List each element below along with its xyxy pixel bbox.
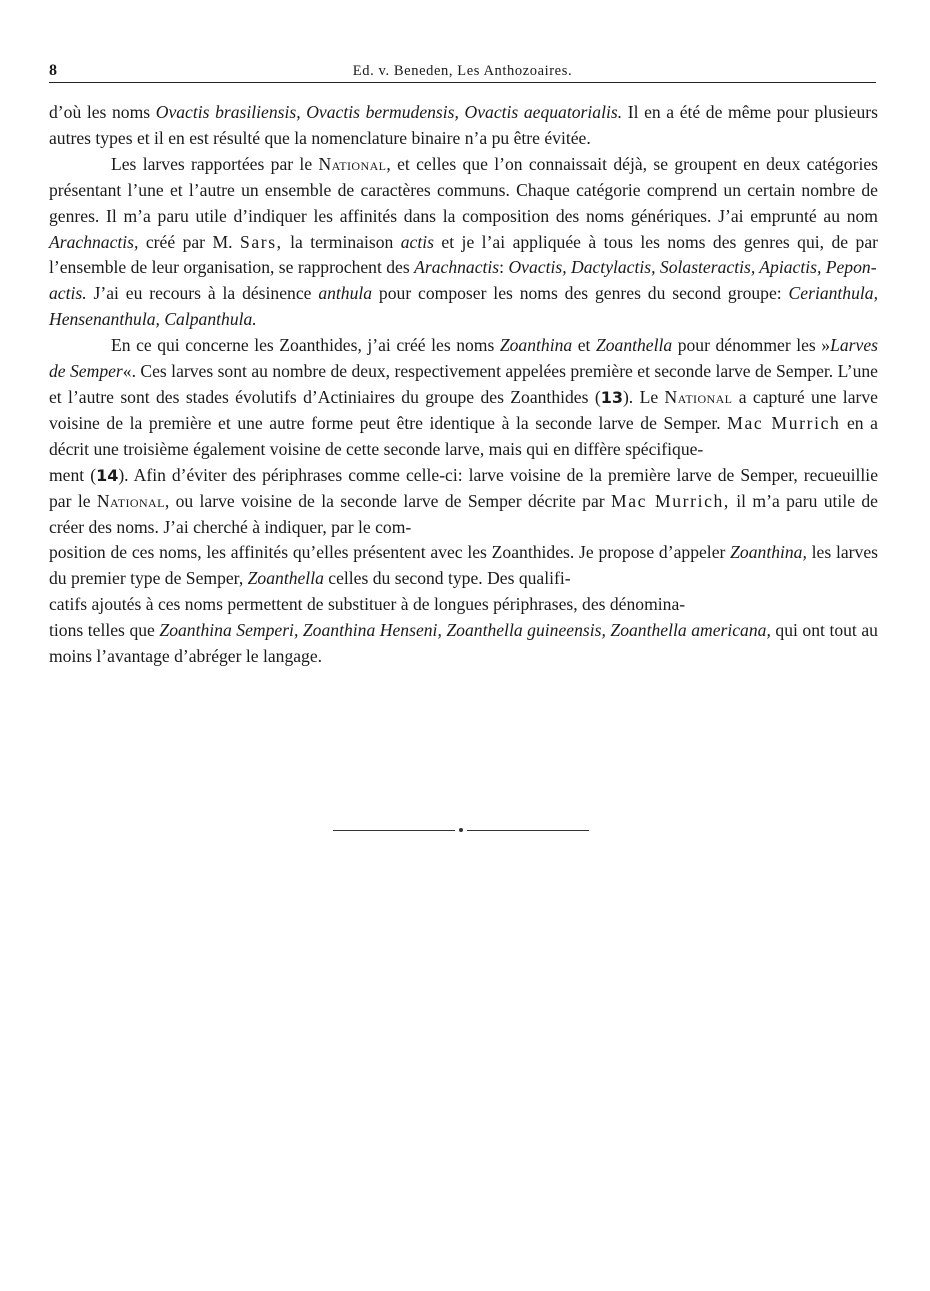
ship-name: National xyxy=(318,153,387,174)
text-run: il m’a paru utile de créer des noms. J’ai cherché à indiquer, par le com- xyxy=(49,490,878,537)
text-run: tions telles que xyxy=(49,620,160,641)
species-names: Ovactis brasiliensis, Ovactis bermudensis, Ovactis aequatorialis. xyxy=(155,102,623,122)
author-name: Mac Murrich, xyxy=(611,490,730,511)
author-name: Mac Murrich xyxy=(727,412,841,433)
text-run: qui ont tout au moins l’avantage d’abréger le langage. xyxy=(49,620,878,667)
quoted-term: Larves de Semper xyxy=(49,335,878,382)
text-run: créé par M. xyxy=(138,231,240,252)
text-run: «. Ces larves sont au nombre de deux, respectivement appelées première et seconde larve de Semper. L’une et l’autre sont des stades évolutifs d’Actiniaires du groupe des Zoanthides ( xyxy=(49,361,878,407)
text-run: ). Afin d’éviter des périphrases comme celle-ci: larve voisine de la première larve de Semper, recueuillie par le xyxy=(49,464,879,511)
text-run: pour dénommer les » xyxy=(672,335,831,356)
suffix-term: actis xyxy=(400,231,434,252)
text-run: ment ( xyxy=(49,464,97,485)
species-names: Zoanthina Semperi, Zoanthina Henseni, Zoanthella guineensis, Zoanthella americana, xyxy=(159,620,771,641)
section-divider xyxy=(333,829,589,833)
author-name: Sars, xyxy=(239,231,283,252)
text-run: et je l’ai appliquée à tous les noms des genres qui, de par l’ensemble de leur organisation, se rapprochent des xyxy=(49,231,878,278)
ship-name: National xyxy=(96,490,165,511)
text-run: , et celles que l’on connaissait déjà, se groupent en deux catégories présentant l’une et l’autre un ensemble de caractères communs. Chaque catégorie comprend un certain nombre de genres. Il m’a paru utile d’indiquer les affinités dans la composition des noms génériques. J’ai emprunté au nom xyxy=(49,153,878,226)
text-run: a capturé une larve voisine de la première et une autre forme peut être identique à la seconde larve de Semper. xyxy=(49,386,878,433)
genus-name: Zoanthina, xyxy=(730,542,807,563)
genus-list: Ovactis, Dactylactis, Solasteractis, Apiactis, Pepon- xyxy=(508,257,877,278)
text-run: pour composer les noms des genres du second groupe: xyxy=(372,283,789,304)
text-run: ). Le xyxy=(622,386,665,407)
text-run: : xyxy=(499,257,509,278)
suffix-term: anthula xyxy=(318,283,373,304)
divider-line-left xyxy=(333,830,455,831)
page-number: 8 xyxy=(49,62,57,79)
text-run: d’où les noms xyxy=(49,102,156,122)
genus-name: Arachnactis, xyxy=(49,231,139,252)
paragraph-2 xyxy=(49,152,878,333)
text-run: en a décrit une troisième également voisine de cette seconde larve, mais qui en diffère spécifique- xyxy=(49,412,878,459)
text-run: En ce qui concerne les Zoanthides, j’ai créé les noms xyxy=(111,335,500,356)
text-run: la terminaison xyxy=(282,231,401,252)
divider-line-right xyxy=(467,830,589,831)
text-run: et xyxy=(572,335,596,356)
paragraph-1 xyxy=(49,100,878,152)
text-run: celles du second type. Des qualifi- xyxy=(323,568,571,589)
text-run: Il en a été de même pour plusieurs autres types et il en est résulté que la nomenclature binaire n’a pu être évitée. xyxy=(49,102,878,148)
ship-name: National xyxy=(664,386,733,407)
genus-list-end: actis. xyxy=(49,283,87,304)
text-run: position de ces noms, les affinités qu’elles présentent avec les Zoanthides. Je propose d’appeler xyxy=(49,542,731,563)
genus-name: Arachnactis xyxy=(414,257,500,278)
running-title: Ed. v. Beneden, Les Anthozoaires. xyxy=(352,63,573,79)
running-head xyxy=(49,60,876,83)
genus-name: Zoanthella xyxy=(595,335,673,356)
text-run: catifs ajoutés à ces noms permettent de substituer à de longues périphrases, des dénomina- xyxy=(49,594,686,615)
genus-name: Zoanthella xyxy=(247,568,324,589)
genus-name: Zoanthina xyxy=(499,335,573,356)
text-run: les larves du premier type de Semper, xyxy=(49,542,878,589)
text-run: , ou larve voisine de la seconde larve de Semper décrite par xyxy=(164,490,611,511)
paragraph-3 xyxy=(49,333,878,670)
reference-number: 14 xyxy=(96,465,119,485)
reference-number: 13 xyxy=(600,387,623,407)
divider-dot-icon xyxy=(459,828,463,832)
text-run: J’ai eu recours à la désinence xyxy=(86,283,319,304)
text-run: Les larves rapportées par le xyxy=(111,153,319,174)
genus-list: Cerianthula, Hensenanthula, Calpanthula. xyxy=(49,283,878,330)
body-text xyxy=(49,100,878,670)
